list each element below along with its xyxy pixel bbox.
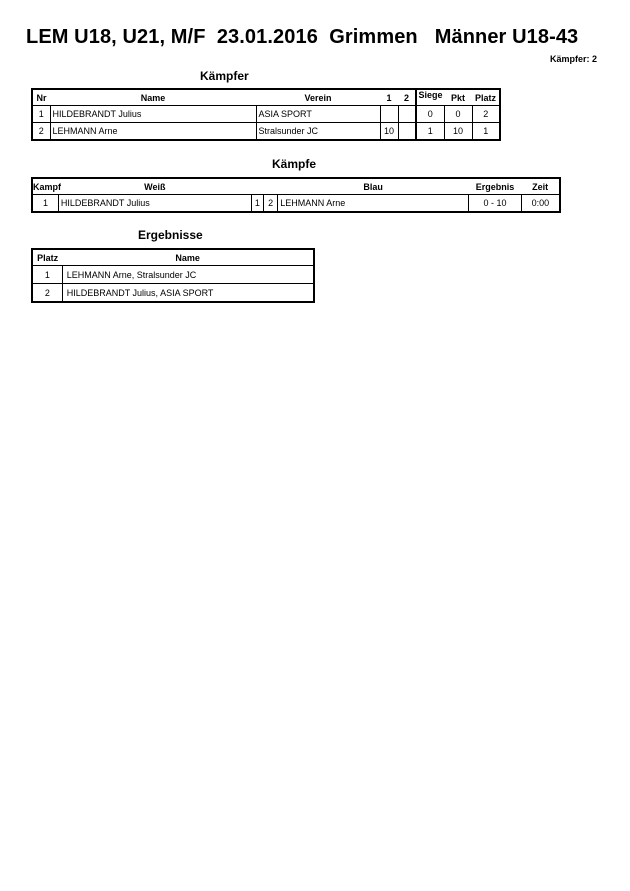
result-place: 2	[32, 284, 62, 303]
table-row	[32, 106, 500, 123]
fight-blue-name: LEHMANN Arne	[278, 195, 469, 213]
fighter-club: Stralsunder JC	[256, 123, 380, 141]
fighter-name: HILDEBRANDT Julius	[50, 106, 256, 123]
col-result: Ergebnis	[469, 178, 522, 195]
fighter-round-2	[398, 123, 416, 141]
fight-result: 0 - 10	[469, 195, 522, 213]
fighter-wins: 1	[416, 123, 444, 141]
fighter-place: 1	[472, 123, 500, 141]
fighters-table	[31, 88, 501, 141]
fighter-round-1: 10	[380, 123, 398, 141]
col-name: Name	[62, 249, 314, 266]
fighter-points: 10	[444, 123, 472, 141]
fight-white-name: HILDEBRANDT Julius	[58, 195, 251, 213]
result-place: 1	[32, 266, 62, 284]
col-white: Weiß	[58, 178, 251, 195]
fighter-points: 0	[444, 106, 472, 123]
fighter-round-2	[398, 106, 416, 123]
fights-table	[31, 177, 561, 213]
results-table	[31, 248, 315, 303]
col-place: Platz	[32, 249, 62, 266]
col-wins: Siege	[416, 89, 444, 106]
fight-nr: 1	[32, 195, 58, 213]
fighter-round-1	[380, 106, 398, 123]
table-row	[32, 123, 500, 141]
fights-heading: Kämpfe	[272, 157, 317, 171]
page-title: LEM U18, U21, M/F 23.01.2016 Grimmen Männer U18-43	[26, 26, 579, 48]
results-header-row	[32, 249, 314, 266]
results-heading: Ergebnisse	[138, 228, 203, 242]
fighters-header-row	[32, 89, 500, 106]
col-name: Name	[50, 89, 256, 106]
col-blue: Blau	[278, 178, 469, 195]
fighter-count: Kämpfer: 2	[549, 54, 597, 64]
fighter-club: ASIA SPORT	[256, 106, 380, 123]
fight-blue-nr: 2	[263, 195, 277, 213]
result-name: LEHMANN Arne, Stralsunder JC	[62, 266, 314, 284]
fights-header-row	[32, 178, 560, 195]
col-nr: Nr	[32, 89, 50, 106]
result-name: HILDEBRANDT Julius, ASIA SPORT	[62, 284, 314, 303]
fighters-heading: Kämpfer	[200, 69, 249, 83]
col-time: Zeit	[521, 178, 560, 195]
col-place: Platz	[472, 89, 500, 106]
fight-white-nr: 1	[251, 195, 263, 213]
table-row	[32, 284, 314, 303]
fighter-name: LEHMANN Arne	[50, 123, 256, 141]
col-fight: Kampf	[32, 178, 58, 195]
table-row	[32, 266, 314, 284]
col-club: Verein	[256, 89, 380, 106]
col-round-1: 1	[380, 89, 398, 106]
fighter-nr: 2	[32, 123, 50, 141]
fighter-place: 2	[472, 106, 500, 123]
col-points: Pkt	[444, 89, 472, 106]
fight-time: 0:00	[521, 195, 560, 213]
col-round-2: 2	[398, 89, 416, 106]
table-row	[32, 195, 560, 213]
fighter-wins: 0	[416, 106, 444, 123]
fighter-nr: 1	[32, 106, 50, 123]
